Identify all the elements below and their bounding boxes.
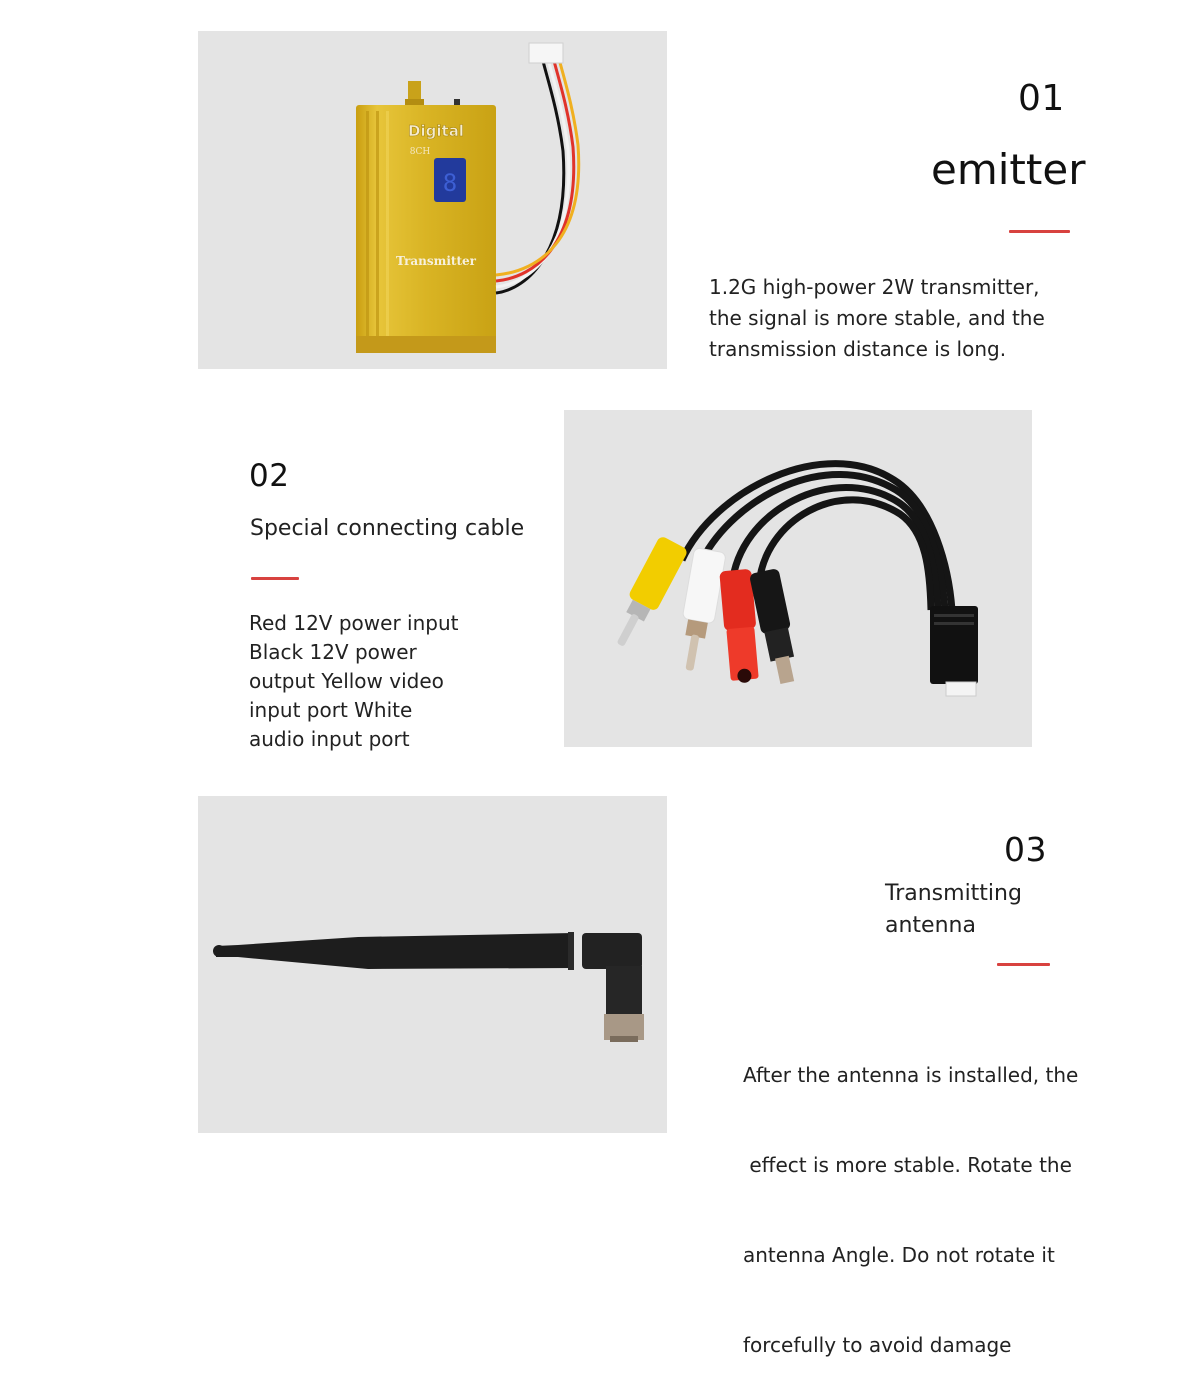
transmitter-illustration bbox=[198, 31, 667, 369]
section-number: 02 bbox=[249, 458, 290, 494]
accent-divider bbox=[1009, 230, 1070, 233]
accent-divider bbox=[997, 963, 1050, 966]
section-title: Transmitting antenna bbox=[885, 881, 1022, 938]
svg-text:Transmitter: Transmitter bbox=[396, 254, 476, 268]
section-title: Special connecting cable bbox=[250, 516, 525, 541]
section-description: After the antenna is installed, the effect is more stable. Rotate the antenna Angle. Do not rotate it forcefully to avoid damage bbox=[743, 1063, 1079, 1357]
cable-illustration bbox=[564, 410, 1032, 747]
transmitter-image-panel bbox=[198, 31, 667, 369]
section-description: Red 12V power input Black 12V power output Yellow video input port White audio input port bbox=[249, 611, 459, 751]
accent-divider bbox=[251, 577, 299, 580]
section-title: emitter bbox=[931, 145, 1086, 194]
antenna-illustration bbox=[198, 796, 667, 1133]
svg-text:Digital: Digital bbox=[408, 122, 464, 140]
section-number: 01 bbox=[1018, 78, 1065, 119]
section-description: 1.2G high-power 2W transmitter, the signal is more stable, and the transmission distance is long. bbox=[709, 275, 1045, 361]
svg-text:8CH: 8CH bbox=[409, 147, 431, 157]
antenna-image-panel bbox=[198, 796, 667, 1133]
section-number: 03 bbox=[1004, 830, 1047, 869]
cable-image-panel bbox=[564, 410, 1032, 747]
svg-text:8: 8 bbox=[442, 169, 458, 197]
